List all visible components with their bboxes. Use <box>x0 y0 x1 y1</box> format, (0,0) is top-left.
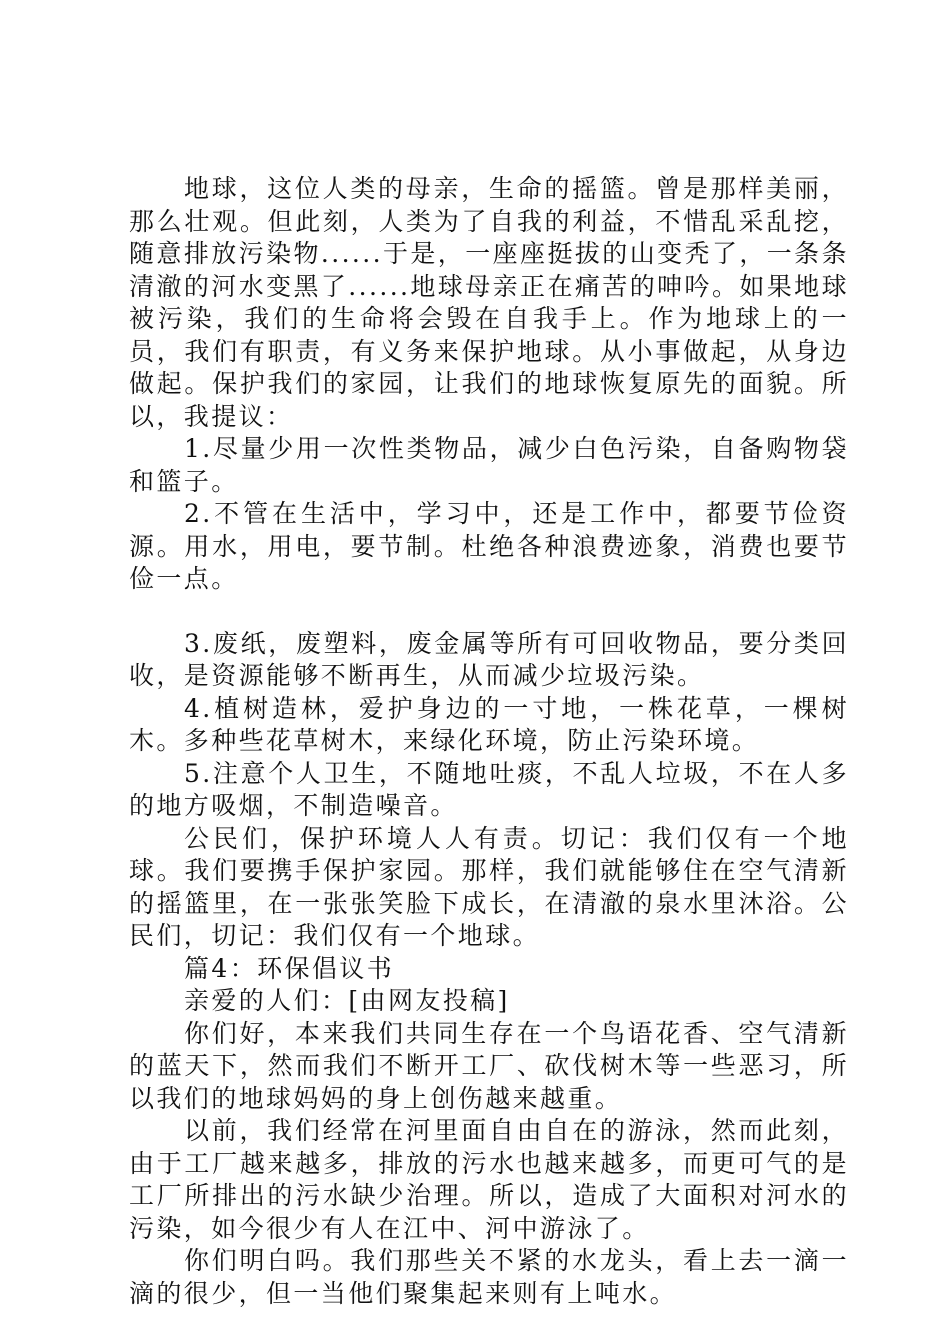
paragraph-item-2: 2.不管在生活中，学习中，还是工作中，都要节俭资源。用水，用电，要节制。杜绝各种浪费迹象，消费也要节俭一点。 <box>129 499 849 593</box>
paragraph-conclusion: 公民们，保护环境人人有责。切记：我们仅有一个地球。我们要携手保护家园。那样，我们就能够住在空气清新的摇篮里，在一张张笑脸下成长，在清澈的泉水里沐浴。公民们，切记：我们仅有一个地球。 <box>129 823 849 950</box>
salutation: 亲爱的人们：[由网友投稿] <box>184 986 510 1015</box>
section-heading: 篇4：环保倡议书 <box>184 953 395 983</box>
paragraph-item-5: 5.注意个人卫生，不随地吐痰，不乱人垃圾，不在人多的地方吸烟，不制造噪音。 <box>129 758 849 820</box>
paragraph-item-4: 4.植树造林，爱护身边的一寸地，一株花草，一棵树木。多种些花草树木，来绿化环境，防止污染环境。 <box>129 693 849 755</box>
paragraph-intro: 地球，这位人类的母亲，生命的摇篮。曾是那样美丽，那么壮观。但此刻，人类为了自我的利益，不惜乱采乱挖，随意排放污染物......于是，一座座挺拔的山变秃了，一条条清澈的河水变黑了......地球母亲正在痛苦的呻吟。如果地球被污染，我们的生命将会毁在自我手上。作为地球上的一员，我们有职责，有义务来保护地球。从小事做起，从身边做起。保护我们的家园，让我们的地球恢复原先的面貌。所以，我提议： <box>129 174 849 431</box>
paragraph-water: 你们明白吗。我们那些关不紧的水龙头，看上去一滴一滴的很少，但一当他们聚集起来则有上吨水。 <box>129 1246 849 1308</box>
paragraph-item-1: 1.尽量少用一次性类物品，减少白色污染，自备购物袋和篮子。 <box>129 434 849 496</box>
paragraph-item-3: 3.废纸，废塑料，废金属等所有可回收物品，要分类回收，是资源能够不断再生，从而减少垃圾污染。 <box>129 628 849 690</box>
document-body <box>129 173 849 1310</box>
paragraph-greeting: 你们好，本来我们共同生存在一个鸟语花香、空气清新的蓝天下，然而我们不断开工厂、砍伐树木等一些恶习，所以我们的地球妈妈的身上创伤越来越重。 <box>129 1018 849 1113</box>
paragraph-river: 以前，我们经常在河里面自由自在的游泳，然而此刻，由于工厂越来越多，排放的污水也越来越多，而更可气的是工厂所排出的污水缺少治理。所以，造成了大面积对河水的污染，如今很少有人在江中、河中游泳了。 <box>129 1116 849 1243</box>
